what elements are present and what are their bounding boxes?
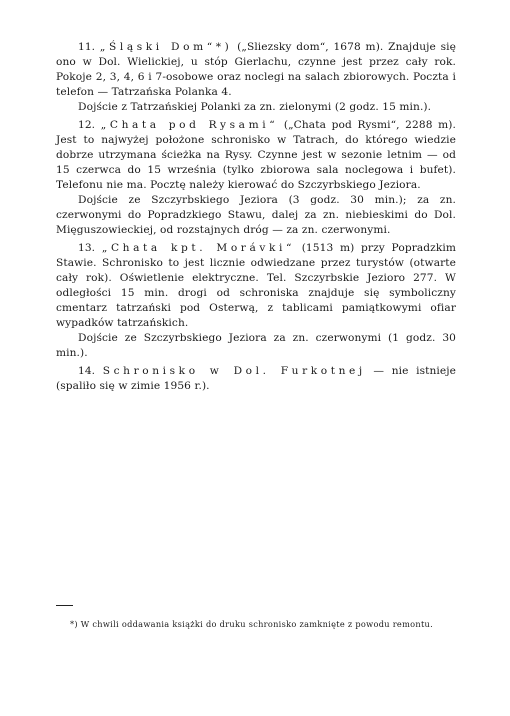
- hut-name: „Śląski Dom“*): [99, 41, 233, 53]
- entry-number: 12.: [78, 119, 96, 131]
- entry-number: 11.: [78, 41, 96, 53]
- entry-12: [56, 118, 456, 193]
- footnote: *) W chwili oddawania książki do druku schronisko zamknięte z powodu remontu.: [70, 619, 434, 629]
- page-text: [56, 40, 456, 394]
- entry-number: 14.: [78, 365, 96, 377]
- hut-name: Schronisko w Dol. Furkotnej: [102, 365, 366, 377]
- hut-name: „Chata pod Rysami“: [100, 119, 279, 131]
- footnote-divider: [56, 605, 73, 606]
- entry-description: („Chata pod Rysmi“, 2288 m). Jest to najwyżej położone schronisko w Tatrach, do którego wiedzie dobrze utrzymana ścieżka na Rysy. Czynne jest w sezonie letnim — od 15 czerwca do 15 września (tylko zbiorowa sala noclegowa i bufet). Telefonu nie ma. Pocztę należy kierować do Szczyrbskiego Jeziora.: [56, 119, 456, 191]
- entry-number: 13.: [78, 242, 96, 254]
- entry-description: („Sliezsky dom“, 1678 m). Znajduje się ono w Dol. Wielickiej, u stóp Gierlachu, czynne jest przez cały rok. Pokoje 2, 3, 4, 6 i 7-osobowe oraz noclegi na salach zbiorowych. Poczta i telefon — Tatrzańska Polanka 4.: [56, 41, 457, 98]
- access-route: Dojście ze Szczyrbskiego Jeziora za zn. czerwonymi (1 godz. 30 min.).: [56, 332, 456, 359]
- entry-13: [56, 241, 456, 331]
- entry-description: (1513 m) przy Popradzkim Stawie. Schronisko to jest licznie odwiedzane przez turystów (otwarte cały rok). Oświetlenie elektryczne. Tel. Szczyrbskie Jezioro 277. W odległości 15 min. drogi od schroniska znajduje się symboliczny cmentarz tatrzański pod Osterwą, z tablicami pamiątkowymi ofiar wypadków tatrzańskich.: [56, 242, 457, 329]
- hut-name: „Chata kpt. Morávki“: [101, 242, 295, 254]
- access-route: Dojście ze Szczyrbskiego Jeziora (3 godz. 30 min.); za zn. czerwonymi do Popradzkiego Stawu, dalej za zn. niebieskimi do Dol. Mięguszowieckiej, od rozstajnych dróg — za zn. czerwonymi.: [56, 194, 456, 236]
- entry-11: [56, 40, 456, 100]
- entry-14: [56, 364, 456, 394]
- entry-description: — nie istnieje (spaliło się w zimie 1956 r.).: [56, 365, 457, 392]
- access-route: Dojście z Tatrzańskiej Polanki za zn. zielonymi (2 godz. 15 min.).: [78, 101, 432, 113]
